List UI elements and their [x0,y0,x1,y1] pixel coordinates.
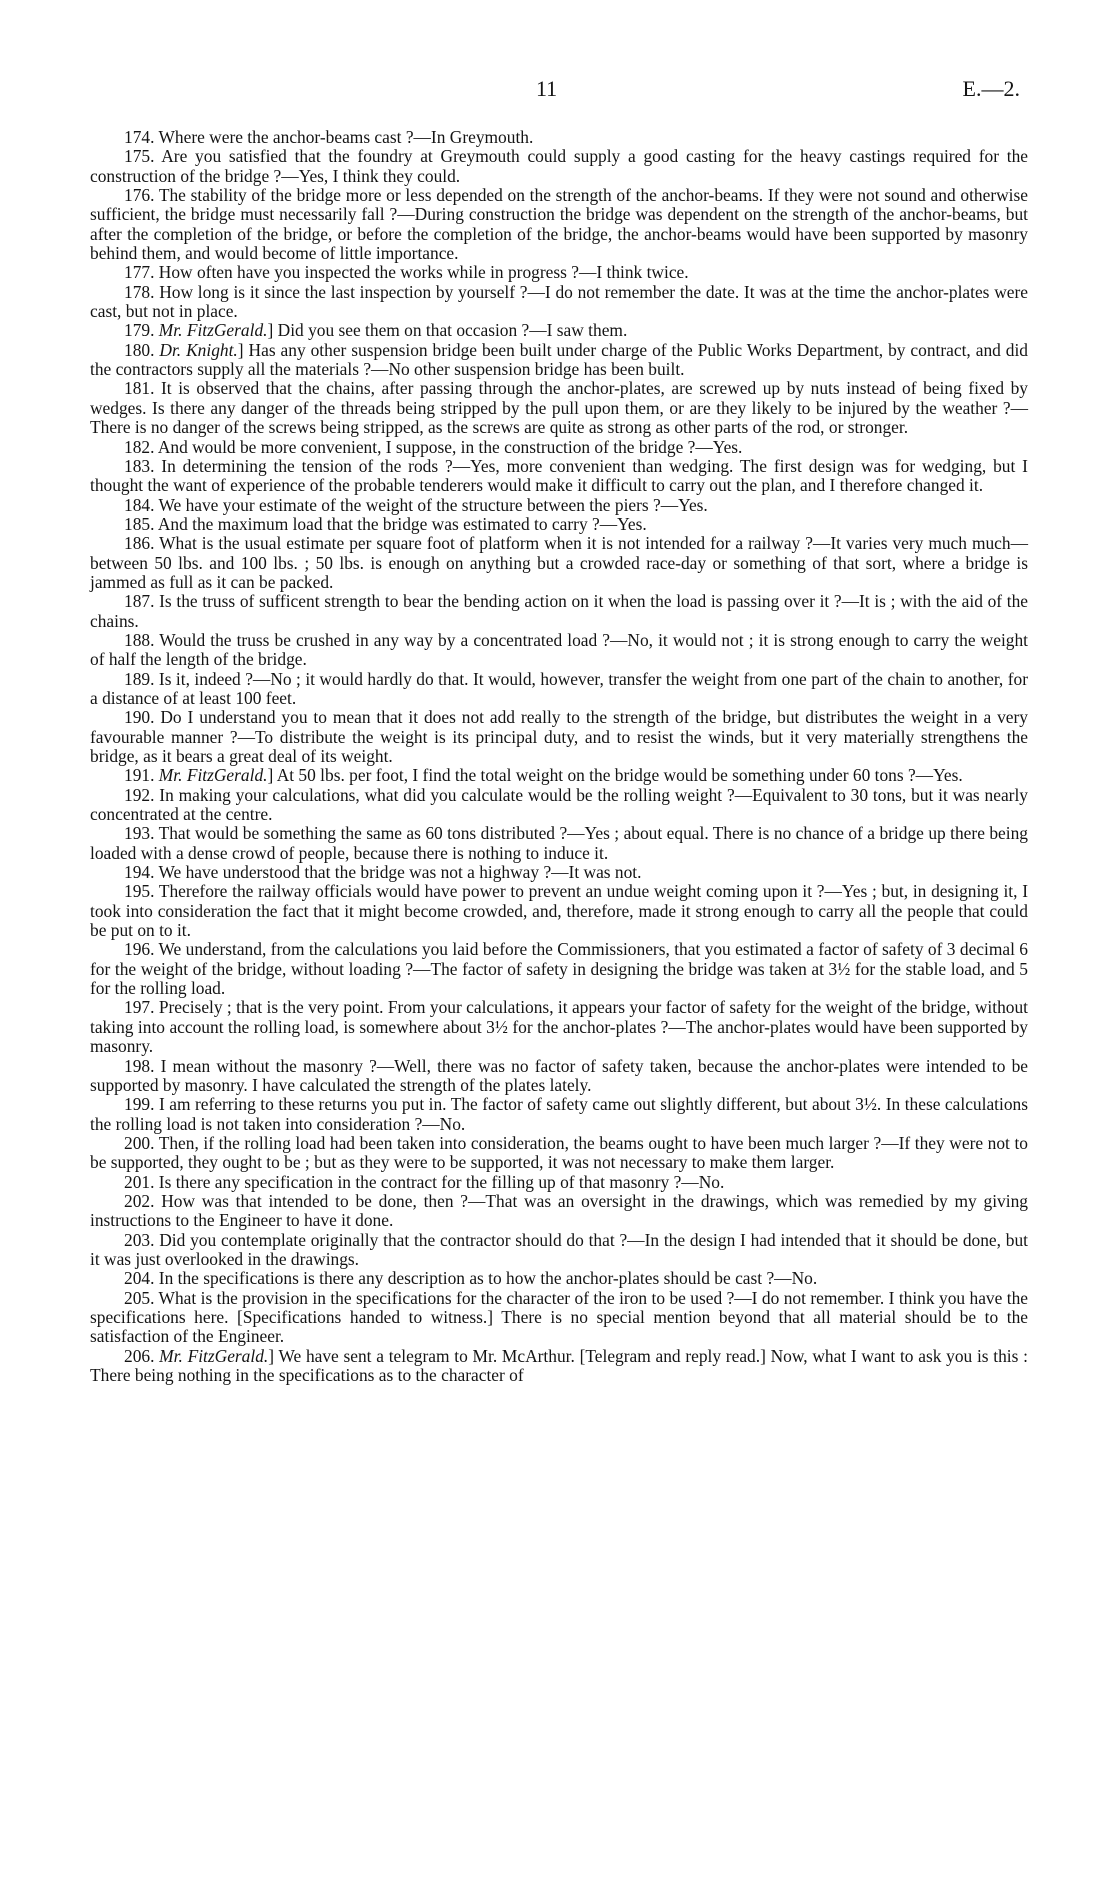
speaker-name: Mr. FitzGerald. [158,320,268,341]
question-number: 203. [124,1229,155,1250]
qa-paragraph: 179. Mr. FitzGerald.] Did you see them on that occasion ?—I saw them. [124,320,628,341]
qa-text: Then, if the rolling load had been taken into consideration, the beams ought to have been much larger ?—If they were not to be supported, they ought to be ; but as they were to be supported, it was not necessary to make them larger. [90,1132,1028,1173]
evidence-body [90,128,1028,1385]
qa-text: What is the usual estimate per square foot of platform when it is not intended for a railway ?—It varies very much much—between 50 lbs. and 100 lbs. ; 50 lbs. is enough on anything but a crowded race-day or something of that sort, where a bridge is jammed as full as it can be packed. [90,533,1028,592]
question-number: 175. [124,146,155,167]
qa-text: And would be more convenient, I suppose, in the construction of the bridge ?—Yes. [157,436,743,457]
qa-text: How was that intended to be done, then ?—That was an oversight in the drawings, which was remedied by my giving instructions to the Engineer to have it done. [90,1190,1028,1231]
question-number: 192. [124,784,155,805]
qa-text: In the specifications is there any description as to how the anchor-plates should be cast ?—No. [158,1268,818,1289]
question-number: 199. [124,1094,155,1115]
qa-text: Has any other suspension bridge been built under charge of the Public Works Department, by contract, and did the contractors supply all the materials ?—No other suspension bridge has been built. [90,339,1029,380]
qa-text: And the maximum load that the bridge was estimated to carry ?—Yes. [157,513,647,534]
question-number: 193. [124,823,155,844]
qa-text: At 50 lbs. per foot, I find the total weight on the bridge would be something under 60 tons ?—Yes. [276,765,963,786]
qa-paragraph [90,1269,1028,1288]
qa-text: We have your estimate of the weight of the structure between the piers ?—Yes. [158,494,708,515]
qa-text: We understand, from the calculations you laid before the Commissioners, that you estimated a factor of safety of 3 decimal 6 for the weight of the bridge, without loading ?—The factor of safety in designing the bridge was taken at 3½ for the stable load, and 5 for the rolling load. [90,939,1028,999]
qa-text: Are you satisfied that the foundry at Greymouth could supply a good casting for the heavy castings required for the construction of the bridge ?—Yes, I think they could. [90,146,1029,186]
page-header [0,76,1114,106]
qa-paragraph [90,128,1028,147]
qa-paragraph [90,283,1028,322]
question-number: 180. [124,339,155,360]
question-number: 190. [124,707,155,728]
question-number: 200. [124,1132,155,1153]
question-number: 196. [124,939,155,960]
qa-paragraph [90,708,1028,766]
qa-paragraph [90,592,1028,631]
qa-paragraph: 191. Mr. FitzGerald.] At 50 lbs. per foot, I find the total weight on the bridge would be something under 60 tons ?—Yes. [124,765,963,786]
qa-paragraph [90,786,1028,825]
question-number: 201. [124,1171,155,1192]
question-number: 181. [124,378,155,399]
qa-paragraph: 206. Mr. FitzGerald.] We have sent a telegram to Mr. McArthur. [Telegram and reply read.] Now, what I want to ask you is this : There being nothing in the specifications as to the character of [90,1345,1028,1385]
qa-paragraph: 180. Dr. Knight.] Has any other suspension bridge been built under charge of the Public Works Department, by contract, and did the contractors supply all the materials ?—No other suspension bridge has been built. [90,339,1029,380]
qa-text: That would be something the same as 60 tons distributed ?—Yes ; about equal. There is no chance of a bridge up there being loaded with a dense crowd of people, because there is nothing to induce it. [90,823,1028,863]
qa-text: How often have you inspected the works while in progress ?—I think twice. [158,262,689,283]
question-number: 189. [124,668,155,689]
question-number: 187. [124,591,155,612]
question-number: 202. [124,1190,155,1211]
qa-text: It is observed that the chains, after passing through the anchor-plates, are screwed up by nuts instead of being fixed by wedges. Is there any danger of the threads being stripped by the pull upon them, or are they likely to be injured by the weather ?—There is no danger of the screws being stripped, as the screws are quite as strong as other parts of the rod, or stronger. [90,378,1028,438]
speaker-name: Mr. FitzGerald. [159,1345,269,1366]
qa-text: Is it, indeed ?—No ; it would hardly do that. It would, however, transfer the weight from one part of the chain to another, for a distance of at least 100 feet. [90,668,1028,708]
qa-paragraph [90,263,1028,282]
qa-text: Where were the anchor-beams cast ?—In Greymouth. [158,127,534,147]
qa-text: I am referring to these returns you put in. The factor of safety came out slightly different, but about 3½. In these calculations the rolling load is not taken into consideration ?—No. [90,1094,1028,1134]
qa-text: In making your calculations, what did you calculate would be the rolling weight ?—Equivalent to 30 tons, but it was nearly concentrated at the centre. [90,784,1028,825]
qa-paragraph [90,186,1028,263]
qa-text: What is the provision in the specifications for the character of the iron to be used ?—I do not remember. I think you have the specifications here. [Specifications handed to witness.] There is no special mention beyond that all material should be to the satisfaction of the Engineer. [90,1287,1028,1347]
qa-text: How long is it since the last inspection by yourself ?—I do not remember the date. It was at the time the anchor-plates were cast, but not in place. [90,281,1028,322]
qa-text: Therefore the railway officials would have power to prevent an undue weight coming upon it ?—Yes ; but, in designing it, I took into consideration the fact that it might become crowded, and, therefore, made it strong enough to carry all the people that could be put on to it. [90,881,1028,941]
question-number: 197. [124,997,155,1018]
qa-text: Is there any specification in the contract for the filling up of that masonry ?—No. [158,1171,725,1192]
qa-paragraph [90,882,1028,940]
qa-paragraph [90,534,1028,592]
question-number: 178. [124,281,155,302]
qa-paragraph [90,1057,1028,1096]
question-number: 177. [124,262,155,283]
qa-text: Do I understand you to mean that it does not add really to the strength of the bridge, but distributes the weight in a very favourable manner ?—To distribute the weight is its principal duty, and to resist the winds, but it very materially strengthens the bridge, as it bears a great deal of its weight. [90,707,1029,766]
question-number: 185. [124,513,155,534]
question-number: 186. [124,533,155,554]
question-number: 184. [124,494,155,515]
question-number: 183. [124,455,155,476]
qa-paragraph [90,1231,1028,1270]
qa-paragraph [90,457,1028,496]
qa-paragraph [90,824,1028,863]
qa-paragraph [90,631,1028,670]
qa-paragraph [90,1134,1028,1173]
speaker-name: Mr. FitzGerald. [158,765,268,786]
series-code: E.—2. [962,76,1020,101]
qa-paragraph [90,438,1028,457]
qa-text: In determining the tension of the rods ?—Yes, more convenient than wedging. The first design was for wedging, but I thought the want of experience of the probable tenderers would make it difficult to carry out the plan, and I therefore changed it. [90,455,1028,496]
qa-paragraph [90,998,1028,1056]
qa-paragraph [90,496,1028,515]
qa-text: Did you see them on that occasion ?—I saw them. [277,320,628,341]
question-number: 182. [124,436,155,457]
question-number: 198. [124,1055,155,1076]
question-number: 206. [124,1345,155,1366]
question-number: 179. [124,320,155,341]
qa-paragraph [90,1192,1028,1231]
question-number: 205. [124,1287,155,1308]
qa-paragraph [90,147,1028,186]
qa-text: Would the truss be crushed in any way by a concentrated load ?—No, it would not ; it is strong enough to carry the weight of half the length of the bridge. [90,629,1028,670]
qa-paragraph [90,670,1028,709]
qa-text: Did you contemplate originally that the contractor should do that ?—In the design I had intended that it should be done, but it was just overlooked in the drawings. [90,1229,1028,1269]
speaker-name: Dr. Knight. [159,339,238,360]
question-number: 174. [124,127,155,147]
qa-text: I mean without the masonry ?—Well, there was no factor of safety taken, because the anchor-plates were intended to be supported by masonry. I have calculated the strength of the plates lately. [90,1055,1028,1095]
question-number: 191. [124,765,155,786]
question-number: 195. [124,881,155,902]
qa-text: The stability of the bridge more or less depended on the strength of the anchor-beams. If they were not sound and otherwise sufficient, the bridge must necessarily fall ?—During construction the bridge was dependent on the strength of the anchor-beams, but after the completion of the bridge, or before the completion of the bridge, the anchor-beams would have been supported by masonry behind them, and would become of little importance. [90,185,1028,264]
qa-paragraph [90,1095,1028,1134]
qa-paragraph [90,515,1028,534]
question-number: 204. [124,1268,155,1289]
qa-text: We have understood that the bridge was not a highway ?—It was not. [158,862,642,883]
qa-paragraph [90,1289,1028,1347]
qa-text: Is the truss of sufficent strength to bear the bending action on it when the load is passing over it ?—It is ; with the aid of the chains. [90,591,1028,631]
qa-paragraph [90,863,1028,882]
question-number: 176. [124,185,155,206]
qa-paragraph [90,379,1028,437]
qa-text: We have sent a telegram to Mr. McArthur. [Telegram and reply read.] Now, what I want to ask you is this : There being nothing in the specifications as to the character of [90,1345,1028,1385]
page-number: 11 [536,76,558,101]
question-number: 188. [124,629,155,650]
qa-paragraph [90,1173,1028,1192]
qa-text: Precisely ; that is the very point. From your calculations, it appears your factor of safety for the weight of the bridge, without taking into account the rolling load, is somewhere about 3½ for the anchor-plates ?—The anchor-plates would have been supported by masonry. [90,997,1028,1057]
qa-paragraph [90,940,1028,998]
question-number: 194. [124,862,155,883]
